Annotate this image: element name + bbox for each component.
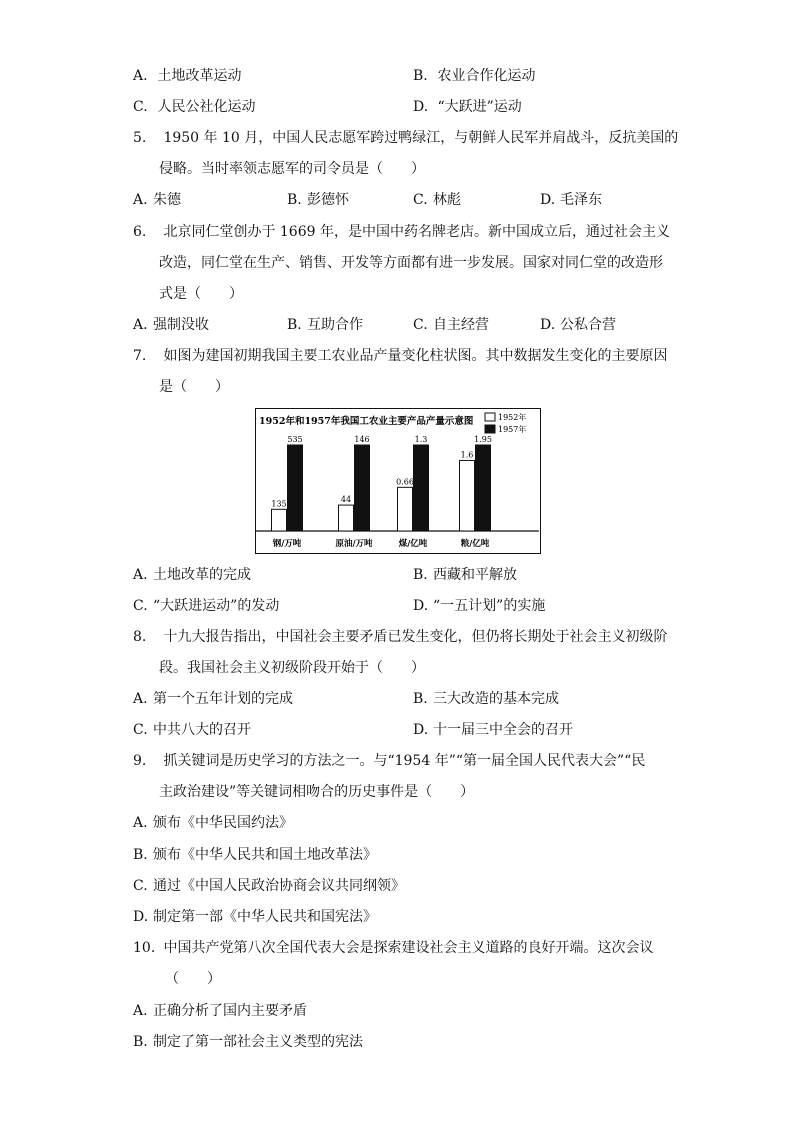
question-number: 10. <box>133 940 156 956</box>
q8-option-a[interactable]: A. 第一个五年计划的完成 <box>133 691 293 707</box>
q8-option-d[interactable]: D. 十一届三中全会的召开 <box>413 722 573 738</box>
category-labels <box>272 538 490 549</box>
q7-option-c[interactable]: C. “大跃进运动”的发动 <box>133 598 280 614</box>
bar-1957-3 <box>476 445 491 531</box>
legend-label-1957: 1957年 <box>498 425 527 434</box>
bar-value-label: 1.6 <box>460 450 474 460</box>
q10-option-b[interactable]: B. 制定了第一部社会主义类型的宪法 <box>133 1034 363 1050</box>
q5-option-d[interactable]: D. 毛泽东 <box>540 192 602 208</box>
bar-value-label: 1.3 <box>414 435 428 444</box>
category-label: 钢/万吨 <box>272 539 302 549</box>
q10-stem: 10. 中国共产党第八次全国代表大会是探索建设社会主义道路的良好开端。这次会议 <box>133 940 654 956</box>
chart-title: 1952年和1957年我国工农业主要产品产量示意图 <box>259 416 474 427</box>
category-label: 粮/亿吨 <box>460 539 490 549</box>
bar-1952-2 <box>398 487 413 531</box>
legend-swatch-1952 <box>485 413 495 421</box>
q4-option-d[interactable]: D. “大跃进”运动 <box>413 99 522 115</box>
bar-1952-3 <box>460 460 475 531</box>
q9-stem: 9. 抓关键词是历史学习的方法之一。与“1954 年”“第一届全国人民代表大会”“民 <box>133 753 646 769</box>
q5-option-c[interactable]: C. 林彪 <box>413 192 461 208</box>
legend-swatch-1957 <box>485 425 495 433</box>
category-label: 原油/万吨 <box>335 539 373 549</box>
bar-1957-0 <box>288 445 303 531</box>
q9-option-d[interactable]: D. 制定第一部《中华人民共和国宪法》 <box>133 909 377 925</box>
q6-option-c[interactable]: C. 自主经营 <box>413 317 489 333</box>
q10-option-a[interactable]: A. 正确分析了国内主要矛盾 <box>133 1003 307 1019</box>
q9-option-b[interactable]: B. 颁布《中华人民共和国土地改革法》 <box>133 847 377 863</box>
bar-value-label: 146 <box>354 435 370 444</box>
q8-stem-cont: 段。我国社会主义初级阶段开始于（ ） <box>159 660 425 676</box>
q7-option-a[interactable]: A. 土地改革的完成 <box>133 567 251 583</box>
q6-option-b[interactable]: B. 互助合作 <box>287 317 363 333</box>
bar-1957-1 <box>355 445 370 531</box>
q4-option-a[interactable]: A. 土地改革运动 <box>133 68 242 84</box>
q4-option-c[interactable]: C. 人民公社化运动 <box>133 99 256 115</box>
q7-stem: 7. 如图为建国初期我国主要工农业品产量变化柱状图。其中数据发生变化的主要原因 <box>133 348 668 364</box>
q7-stem-cont: 是（ ） <box>159 379 229 395</box>
bar-value-label: 44 <box>340 495 352 505</box>
question-number: 7. <box>133 348 147 364</box>
q5-option-b[interactable]: B. 彭德怀 <box>287 192 349 208</box>
q5-stem: 5. 1950 年 10 月，中国人民志愿军跨过鸭绿江，与朝鲜人民军并肩战斗，反抗美国的 <box>133 130 679 146</box>
q9-option-c[interactable]: C. 通过《中国人民政治协商会议共同纲领》 <box>133 878 405 894</box>
legend-label-1952: 1952年 <box>498 413 527 422</box>
q8-stem: 8. 十九大报告指出，中国社会主要矛盾已发生变化，但仍将长期处于社会主义初级阶 <box>133 629 668 645</box>
bar-1952-0 <box>272 509 287 531</box>
bar-1952-1 <box>339 505 354 531</box>
q9-stem-cont: 主政治建设”等关键词相吻合的历史事件是（ ） <box>159 784 475 800</box>
bar-value-label: 135 <box>271 499 287 509</box>
q7-option-d[interactable]: D. “一五计划”的实施 <box>413 598 546 614</box>
question-number: 5. <box>133 130 147 146</box>
question-number: 8. <box>133 629 147 645</box>
bar-value-label: 0.66 <box>396 477 414 487</box>
q6-stem-cont: 改造，同仁堂在生产、销售、开发等方面都有进一步发展。国家对同仁堂的改造形 <box>159 255 663 271</box>
q10-stem-cont: （ ） <box>165 971 221 987</box>
q7-option-b[interactable]: B. 西藏和平解放 <box>413 567 517 583</box>
category-label: 煤/亿吨 <box>398 539 428 549</box>
q9-option-a[interactable]: A. 颁布《中华民国约法》 <box>133 815 293 831</box>
q8-option-b[interactable]: B. 三大改造的基本完成 <box>413 691 559 707</box>
q6-stem: 6. 北京同仁堂创办于 1669 年，是中国中药名牌老店。新中国成立后，通过社会主义 <box>133 224 670 240</box>
q6-option-a[interactable]: A. 强制没收 <box>133 317 209 333</box>
q5-option-a[interactable]: A. 朱德 <box>133 192 181 208</box>
chart-svg <box>256 409 539 552</box>
q5-stem-cont: 侵略。当时率领志愿军的司令员是（ ） <box>159 161 425 177</box>
bar-1957-2 <box>414 445 429 531</box>
q6-option-d[interactable]: D. 公私合营 <box>540 317 616 333</box>
q8-option-c[interactable]: C. 中共八大的召开 <box>133 722 251 738</box>
bar-value-label: 535 <box>287 435 303 444</box>
q6-stem-cont2: 式是（ ） <box>159 286 243 302</box>
question-number: 6. <box>133 224 147 240</box>
bar-value-label: 1.95 <box>474 435 492 444</box>
q4-option-b[interactable]: B. 农业合作化运动 <box>413 68 536 84</box>
question-number: 9. <box>133 753 147 769</box>
bars-group <box>271 435 492 531</box>
production-bar-chart <box>255 408 541 554</box>
